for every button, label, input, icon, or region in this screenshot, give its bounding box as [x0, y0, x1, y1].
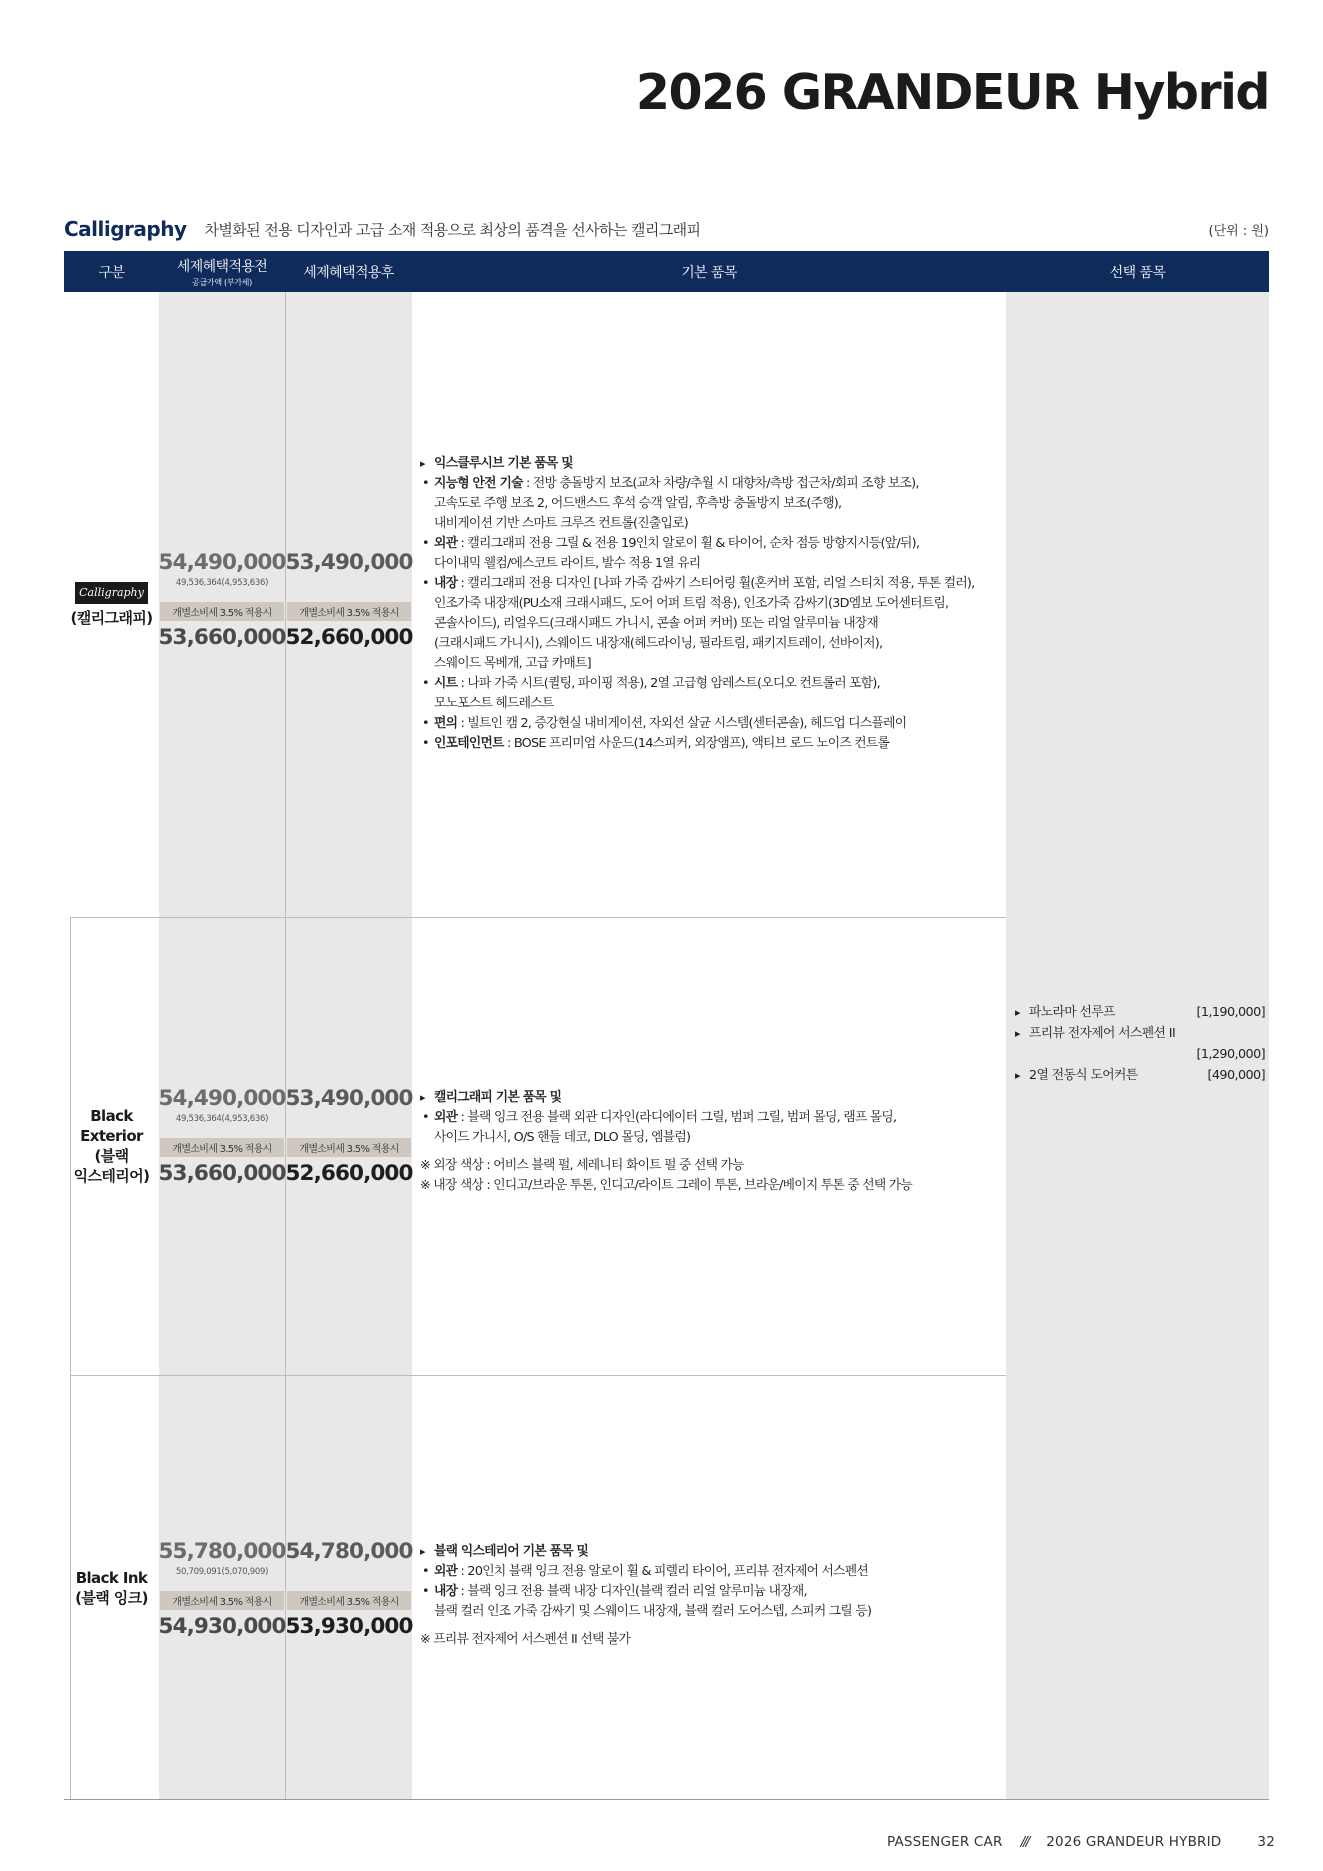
category-label: Black Ink [75, 1568, 148, 1587]
price-table-body [64, 292, 1269, 1800]
option-name: 프리뷰 전자제어 서스펜션 II [1029, 1026, 1176, 1041]
header-before-tax-sub: 공급가액 (부가세) [192, 277, 252, 287]
trim-description: 차별화된 전용 디자인과 고급 소재 적용으로 최상의 품격을 선사하는 캘리그래피 [204, 220, 701, 239]
supply-value: 50,709,091(5,070,909) [175, 1567, 269, 1577]
trim-name: Calligraphy [64, 217, 187, 241]
tax-after-value: 52,660,000 [285, 1161, 413, 1186]
trim-heading [64, 214, 1269, 244]
feature-item: • 외관 : 캘리그래피 전용 그릴 & 전용 19인치 알로이 휠 & 타이어, 순차 점등 방향지시등(앞/뒤), [420, 534, 1000, 554]
tax-badge: 개별소비세 3.5% 적용시 [287, 602, 411, 621]
unit-label: (단위 : 원) [1208, 223, 1269, 239]
supply-value: 49,536,364(4,953,636) [175, 1114, 269, 1124]
price-after-tax [286, 1086, 412, 1187]
tax-badge: 개별소비세 3.5% 적용시 [287, 1591, 411, 1610]
arrow-icon: ▸ [1015, 1006, 1020, 1019]
feature-item: • 내장 : 캘리그래피 전용 디자인 [나파 가죽 감싸기 스티어링 휠(혼커버 포함, 리얼 스티치 적용, 투톤 컬러), [420, 574, 1000, 594]
category-label: Black [90, 1107, 133, 1125]
option-name: 2열 전동식 도어커튼 [1029, 1068, 1138, 1083]
footer-title: 2026 GRANDEUR HYBRID [1046, 1834, 1222, 1850]
row-category [64, 292, 159, 917]
page-footer [0, 1834, 1275, 1850]
table-row [64, 292, 1006, 917]
row-category [64, 917, 159, 1375]
table-row [64, 1375, 1006, 1800]
feature-item: • 외관 : 20인치 블랙 잉크 전용 알로이 휠 & 피렐리 타이어, 프리뷰 전자제어 서스펜션 [420, 1562, 1000, 1582]
features-head: ▸ 익스클루시브 기본 품목 및 [420, 454, 1000, 474]
arrow-icon: ▸ [1015, 1069, 1020, 1082]
category-label: (블랙 [94, 1147, 129, 1165]
feature-item: • 편의 : 빌트인 캠 2, 증강현실 내비게이션, 자외선 살균 시스템(센터콘솔), 헤드업 디스플레이 [420, 714, 1000, 734]
tax-badge: 개별소비세 3.5% 적용시 [160, 1591, 284, 1610]
features-head: ▸ 캘리그래피 기본 품목 및 [420, 1088, 1000, 1108]
feature-item: • 인포테인먼트 : BOSE 프리미엄 사운드(14스피커, 외장앰프), 액티브 로드 노이즈 컨트롤 [420, 734, 1000, 754]
header-category: 구분 [98, 264, 125, 281]
price-after-tax [286, 1539, 412, 1640]
arrow-icon: ▸ [1015, 1027, 1020, 1040]
feature-line: (크래시패드 가니시), 스웨이드 내장재(헤드라이닝, 필라트림, 패키지트레이, 선바이저), [434, 636, 883, 651]
category-label: (블랙 잉크) [75, 1588, 148, 1607]
header-option-items: 선택 품목 [1109, 264, 1166, 281]
tax-before-value: 54,930,000 [158, 1614, 286, 1639]
option-list [1015, 1002, 1265, 1086]
basic-features [420, 1088, 1000, 1196]
option-item [1015, 1002, 1265, 1023]
price-before-value: 54,490,000 [158, 550, 286, 575]
price-after-tax [286, 550, 412, 651]
option-price: [1,290,000] [1196, 1047, 1265, 1062]
feature-line: 스웨이드 목베개, 고급 카매트] [434, 656, 591, 671]
tax-before-value: 53,660,000 [158, 1161, 286, 1186]
feature-note: ※ 내장 색상 : 인디고/브라운 투톤, 인디고/라이트 그레이 투톤, 브라운/베이지 투톤 중 선택 가능 [420, 1178, 913, 1193]
price-before-tax [159, 1086, 285, 1187]
feature-line: 모노포스트 헤드레스트 [434, 696, 554, 711]
feature-line: 내비게이션 기반 스마트 크루즈 컨트롤(진출입로) [434, 516, 688, 531]
option-item [1015, 1023, 1265, 1044]
row-category [64, 1375, 159, 1800]
feature-note: ※ 프리뷰 전자제어 서스펜션 II 선택 불가 [420, 1632, 631, 1647]
header-basic-items: 기본 품목 [681, 264, 737, 281]
price-after-value: 54,780,000 [285, 1539, 413, 1564]
category-label: Exterior [80, 1127, 143, 1145]
feature-note: ※ 외장 색상 : 어비스 블랙 펄, 세레니티 화이트 펄 중 선택 가능 [420, 1158, 744, 1173]
header-after-tax: 세제혜택적용후 [303, 264, 394, 281]
option-item [1015, 1065, 1265, 1086]
category-label: 익스테리어) [73, 1167, 150, 1185]
header-before-tax: 세제혜택적용전 공급가액 (부가세) [176, 258, 268, 287]
table-header [64, 251, 1269, 292]
document-title: 2026 GRANDEUR Hybrid [635, 64, 1269, 121]
basic-features [420, 454, 1000, 754]
tax-badge: 개별소비세 3.5% 적용시 [287, 1138, 411, 1157]
table-row [64, 917, 1006, 1375]
tax-before-value: 53,660,000 [158, 625, 286, 650]
feature-item: • 내장 : 블랙 잉크 전용 블랙 내장 디자인(블랙 컬러 리얼 알루미늄 내장재, [420, 1582, 1000, 1602]
price-after-value: 53,490,000 [285, 1086, 413, 1111]
feature-line: 다이내믹 웰컴/에스코트 라이트, 발수 적용 1열 유리 [434, 556, 701, 571]
category-label: (캘리그래피) [70, 608, 153, 627]
basic-features [420, 1542, 1000, 1650]
feature-item: • 지능형 안전 기술 : 전방 충돌방지 보조(교차 차량/추월 시 대향차/측방 접근차/회피 조향 보조), [420, 474, 1000, 494]
option-price: [1,190,000] [1196, 1005, 1265, 1020]
price-after-value: 53,490,000 [285, 550, 413, 575]
price-before-value: 54,490,000 [158, 1086, 286, 1111]
calligraphy-logo: Calligraphy [75, 582, 148, 604]
price-before-value: 55,780,000 [158, 1539, 286, 1564]
tax-after-value: 53,930,000 [285, 1614, 413, 1639]
option-name: 파노라마 선루프 [1029, 1005, 1115, 1020]
option-price: [490,000] [1207, 1068, 1265, 1083]
footer-separator: /// [1020, 1834, 1029, 1850]
supply-value: 49,536,364(4,953,636) [175, 578, 269, 588]
feature-line: 고속도로 주행 보조 2, 어드밴스드 후석 승객 알림, 후측방 충돌방지 보조(주행), [434, 496, 842, 511]
feature-line: 블랙 컬러 인조 가죽 감싸기 및 스웨이드 내장재, 블랙 컬러 도어스텝, 스피커 그릴 등) [434, 1604, 872, 1619]
feature-line: 사이드 가니시, O/S 핸들 데코, DLO 몰딩, 엠블럼) [434, 1130, 691, 1145]
footer-section: PASSENGER CAR [886, 1834, 1003, 1850]
feature-line: 콘솔사이드), 리얼우드(크래시패드 가니시, 콘솔 어퍼 커버) 또는 리얼 알루미늄 내장재 [434, 616, 879, 631]
price-before-tax [159, 550, 285, 651]
feature-item: • 시트 : 나파 가죽 시트(퀼팅, 파이핑 적용), 2열 고급형 암레스트(오디오 컨트롤러 포함), [420, 674, 1000, 694]
feature-item: • 외관 : 블랙 잉크 전용 블랙 외관 디자인(라디에이터 그릴, 범퍼 그릴, 범퍼 몰딩, 램프 몰딩, [420, 1108, 1000, 1128]
page-number: 32 [1257, 1834, 1275, 1850]
tax-badge: 개별소비세 3.5% 적용시 [160, 602, 284, 621]
features-head: ▸ 블랙 익스테리어 기본 품목 및 [420, 1542, 1000, 1562]
tax-badge: 개별소비세 3.5% 적용시 [160, 1138, 284, 1157]
tax-after-value: 52,660,000 [285, 625, 413, 650]
feature-line: 인조가죽 내장재(PU소재 크래시패드, 도어 어퍼 트림 적용), 인조가죽 감싸기(3D엠보 도어센터트림, [434, 596, 949, 611]
price-before-tax [159, 1539, 285, 1640]
